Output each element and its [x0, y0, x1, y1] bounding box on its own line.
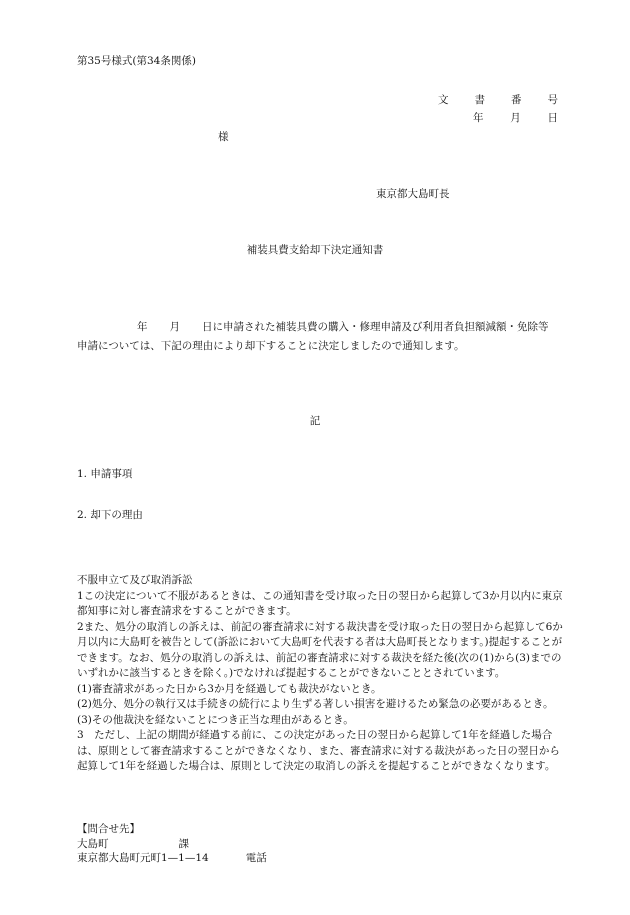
- intro-paragraph: [77, 318, 557, 356]
- document-number-label: [438, 92, 558, 107]
- document-date-label: [473, 110, 558, 125]
- recipient-suffix: 様: [218, 131, 229, 143]
- appeal-paragraph: 1この決定について不服があるときは、この通知書を受け取った日の翌日から起算して3か月以内に東京都知事に対し審査請求をすることができます。: [77, 589, 563, 617]
- date-char-month: 月: [510, 112, 521, 124]
- appeal-paragraph: 3 ただし、上記の期間が経過する前に、この決定があった日の翌日から起算して1年を経過した場合は、原則として審査請求することができなくなり、また、審査請求に対する裁決があった日の翌日から起算して1年を経過した場合は、原則として決定の取消しの訴えを提起することができなくなります。: [77, 729, 560, 772]
- appeal-paragraph: (2)処分、処分の執行又は手続きの続行により生ずる著しい損害を避けるため緊急の必要があるとき。: [77, 698, 554, 710]
- appeal-section: [77, 573, 563, 775]
- doc-number-char: 番: [511, 94, 522, 106]
- intro-text: 日に申請された補装具費の購入・修理申請及び利用者負担額減額・免除等申請については、下記の理由により却下することに決定しましたので通知します。: [77, 321, 549, 352]
- contact-section: [77, 822, 557, 866]
- document-title: 補装具費支給却下決定通知書: [246, 244, 384, 256]
- appeal-heading: 不服申立て及び取消訴訟: [77, 574, 193, 586]
- intro-month-label: 月: [169, 321, 180, 333]
- contact-address-row: [77, 851, 557, 866]
- form-number: 第35号様式(第34条関係): [77, 55, 196, 67]
- contact-address: 東京都大島町元町1—1—14: [77, 852, 209, 864]
- contact-phone-label: 電話: [245, 852, 267, 864]
- contact-heading: 【問合せ先】: [77, 823, 140, 835]
- item-application-matter: 1. 申請事項: [77, 468, 133, 480]
- doc-number-char: 書: [474, 94, 485, 106]
- intro-year-label: 年: [137, 321, 148, 333]
- appeal-paragraph: 2また、処分の取消しの訴えは、前記の審査請求に対する裁決書を受け取った日の翌日から起算して6か月以内に大島町を被告として(訴訟において大島町を代表する者は大島町長となります。)提起することができます。なお、処分の取消しの訴えは、前記の審査請求に対する裁決を経た後(次の(1)から(3)までのいずれかに該当するときを除く。)でなければ提起することができないこととされています。: [77, 620, 563, 679]
- date-char-year: 年: [473, 112, 484, 124]
- doc-number-char: 号: [547, 94, 558, 106]
- contact-town-row: [77, 837, 557, 852]
- doc-number-char: 文: [438, 94, 449, 106]
- appeal-paragraph: (3)その他裁決を経ないことにつき正当な理由があるとき。: [77, 713, 354, 726]
- contact-town: 大島町: [77, 837, 109, 850]
- contact-section-label: 課: [178, 837, 189, 850]
- item-rejection-reason: 2. 却下の理由: [77, 509, 143, 521]
- appeal-paragraph: (1)審査請求があった日から3か月を経過しても裁決がないとき。: [77, 682, 382, 695]
- date-char-day: 日: [547, 112, 558, 124]
- issuer-name: 東京都大島町長: [376, 188, 450, 200]
- ki-marker: 記: [309, 415, 321, 427]
